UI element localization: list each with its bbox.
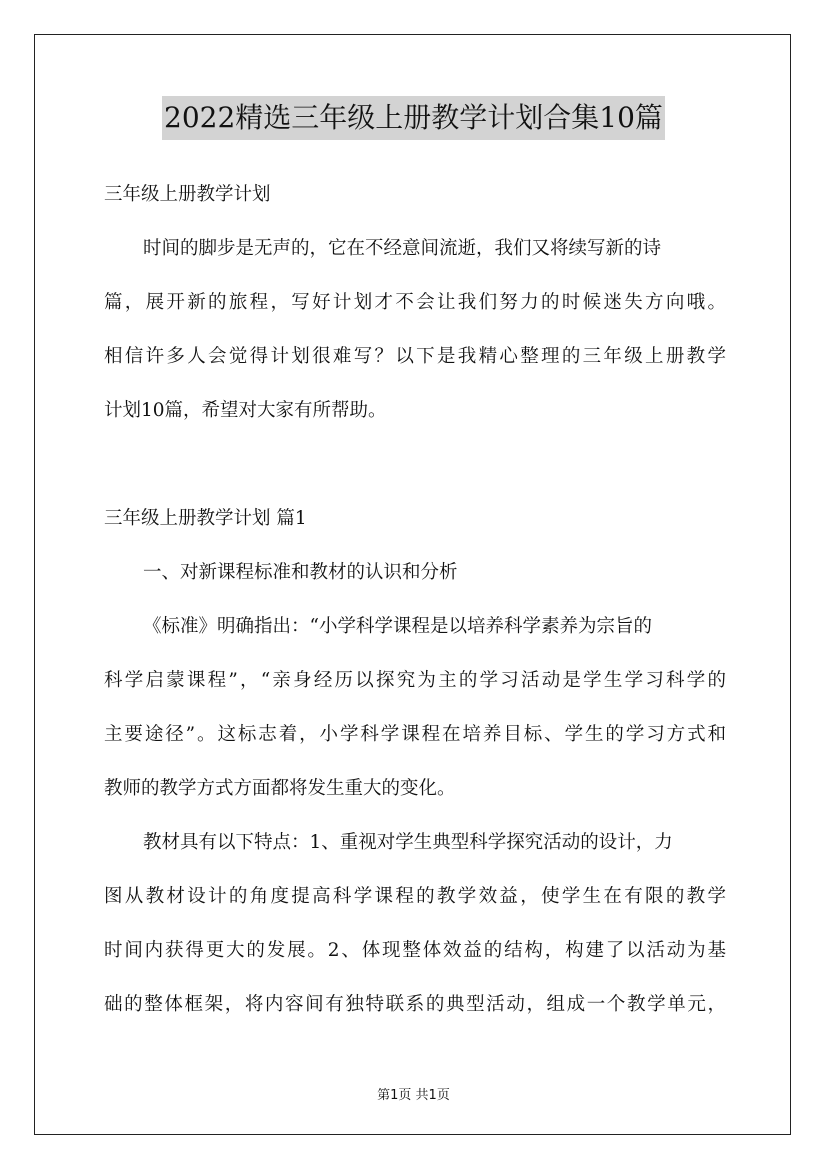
section-heading: 三年级上册教学计划 篇1	[104, 508, 307, 529]
section-heading: 三年级上册教学计划	[104, 184, 271, 205]
paragraph-line: 计划10篇，希望对大家有所帮助。	[104, 400, 387, 421]
subheading: 一、对新课程标准和教材的认识和分析	[143, 562, 458, 583]
paragraph-line: 《标准》明确指出：“小学科学课程是以培养科学素养为宗旨的	[143, 616, 652, 637]
paragraph-line: 础的整体框架，将内容间有独特联系的典型活动，组成一个教学单元，	[104, 994, 726, 1015]
paragraph-line: 时间的脚步是无声的，它在不经意间流逝，我们又将续写新的诗	[143, 238, 662, 259]
paragraph-line: 科学启蒙课程”，“亲身经历以探究为主的学习活动是学生学习科学的	[104, 670, 726, 691]
document-title: 2022精选三年级上册教学计划合集10篇	[162, 96, 665, 140]
paragraph-line: 主要途径”。这标志着，小学科学课程在培养目标、学生的学习方式和	[104, 724, 726, 745]
paragraph-line: 时间内获得更大的发展。2、体现整体效益的结构，构建了以活动为基	[104, 940, 726, 961]
paragraph-line: 教材具有以下特点：1、重视对学生典型科学探究活动的设计，力	[143, 832, 673, 853]
page-footer: 第1页 共1页	[377, 1088, 450, 1103]
paragraph-line: 图从教材设计的角度提高科学课程的教学效益，使学生在有限的教学	[104, 886, 726, 907]
paragraph-line: 篇，展开新的旅程，写好计划才不会让我们努力的时候迷失方向哦。	[104, 292, 726, 313]
paragraph-line: 相信许多人会觉得计划很难写？以下是我精心整理的三年级上册教学	[104, 346, 726, 367]
title-container	[0, 96, 827, 140]
paragraph-line: 教师的教学方式方面都将发生重大的变化。	[104, 778, 456, 799]
